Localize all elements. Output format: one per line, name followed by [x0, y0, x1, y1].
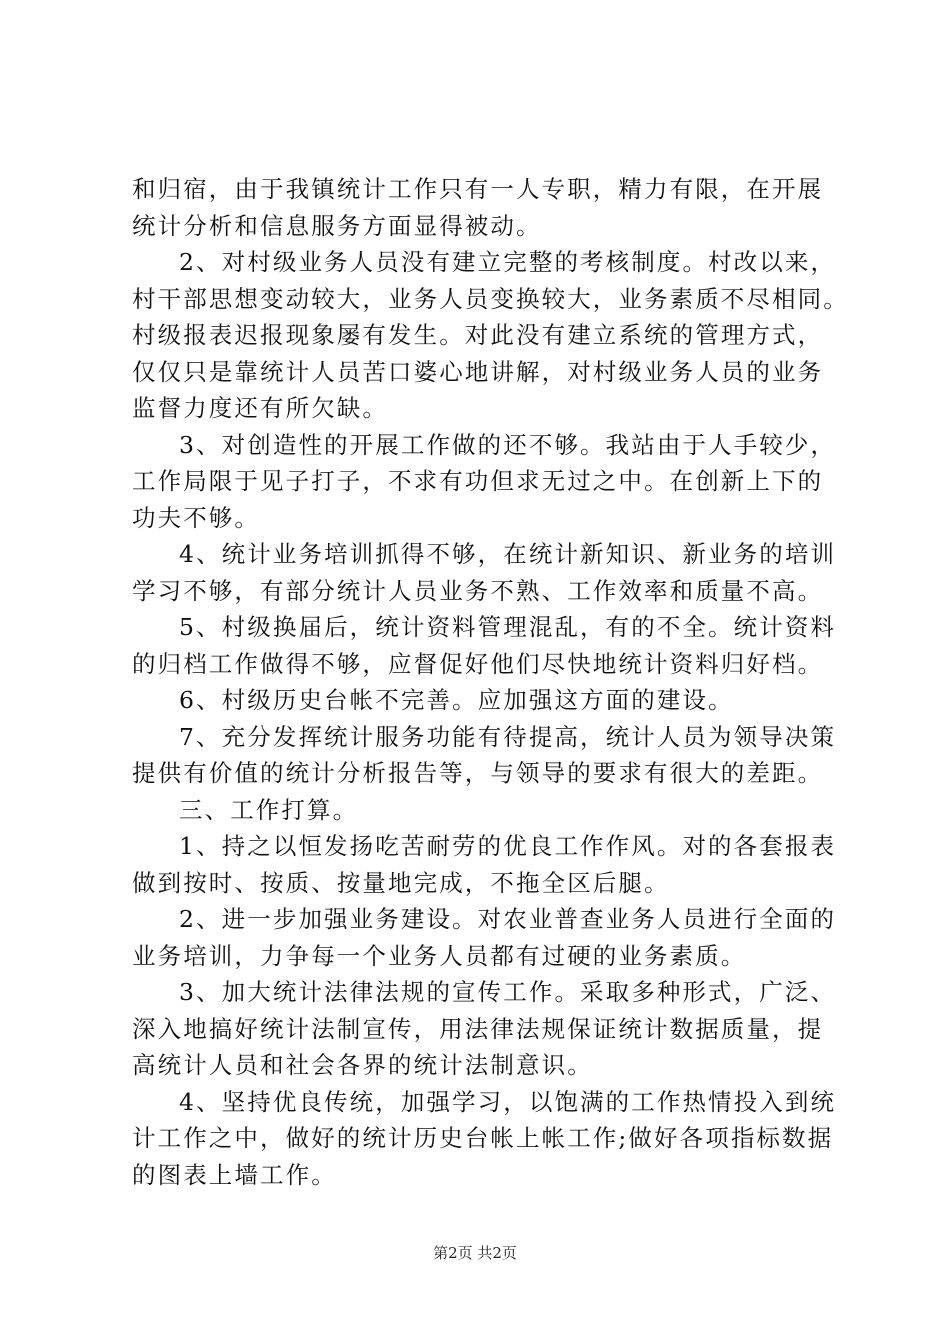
text-line: 4、统计业务培训抓得不够，在统计新知识、新业务的培训	[179, 540, 837, 568]
text-line: 计工作之中，做好的统计历史台帐上帐工作;做好各项指标数据	[132, 1124, 834, 1152]
text-line: 2、进一步加强业务建设。对农业普查业务人员进行全面的	[179, 905, 837, 933]
text-line: 3、加大统计法律法规的宣传工作。采取多种形式，广泛、	[179, 978, 837, 1006]
text-line: 三、工作打算。	[179, 795, 359, 824]
page-footer: 第2页 共2页	[433, 1244, 517, 1262]
text-line: 村级报表迟报现象屡有发生。对此没有建立系统的管理方式，	[132, 321, 824, 349]
text-line: 监督力度还有所欠缺。	[132, 394, 388, 422]
text-line: 3、对创造性的开展工作做的还不够。我站由于人手较少，	[179, 430, 837, 459]
document-body	[132, 171, 849, 1193]
text-line: 村干部思想变动较大，业务人员变换较大，业务素质不尽相同。	[132, 284, 849, 313]
text-line: 做到按时、按质、按量地完成，不拖全区后腿。	[132, 868, 670, 897]
text-line: 高统计人员和社会各界的统计法制意识。	[132, 1051, 593, 1079]
text-line: 仅仅只是靠统计人员苦口婆心地讲解，对村级业务人员的业务	[132, 357, 824, 386]
text-line: 功夫不够。	[132, 503, 260, 532]
text-line: 7、充分发挥统计服务功能有待提高，统计人员为领导决策	[179, 722, 837, 751]
text-line: 4、坚持优良传统，加强学习，以饱满的工作热情投入到统	[179, 1087, 837, 1116]
text-line: 2、对村级业务人员没有建立完整的考核制度。村改以来，	[179, 248, 837, 276]
text-line: 学习不够，有部分统计人员业务不熟、工作效率和质量不高。	[132, 576, 824, 605]
text-line: 工作局限于见子打子，不求有功但求无过之中。在创新上下的	[132, 467, 824, 495]
text-line: 提供有价值的统计分析报告等，与领导的要求有很大的差距。	[132, 759, 824, 787]
text-line: 6、村级历史台帐不完善。应加强这方面的建设。	[179, 686, 734, 714]
text-line: 业务培训，力争每一个业务人员都有过硬的业务素质。	[132, 941, 747, 970]
text-line: 深入地搞好统计法制宣传，用法律法规保证统计数据质量，提	[132, 1014, 824, 1043]
text-line: 统计分析和信息服务方面显得被动。	[132, 211, 542, 240]
text-line: 的归档工作做得不够，应督促好他们尽快地统计资料归好档。	[132, 649, 824, 678]
text-line: 和归宿，由于我镇统计工作只有一人专职，精力有限，在开展	[132, 175, 824, 203]
text-line: 1、持之以恒发扬吃苦耐劳的优良工作作风。对的各套报表	[179, 832, 837, 860]
text-line: 的图表上墙工作。	[132, 1160, 337, 1189]
text-line: 5、村级换届后，统计资料管理混乱，有的不全。统计资料	[179, 613, 837, 641]
